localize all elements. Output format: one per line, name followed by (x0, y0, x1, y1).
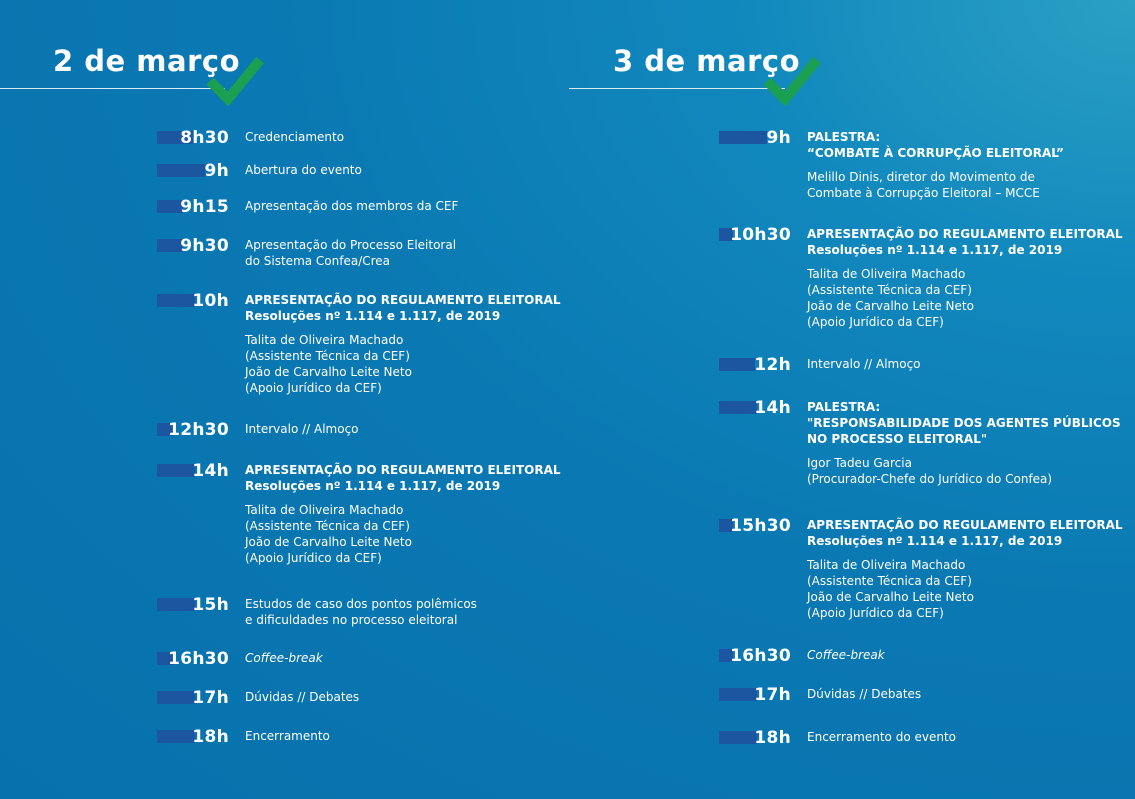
item-text: Talita de Oliveira Machado (245, 503, 404, 517)
item-text: Coffee-break (245, 651, 323, 665)
time-label: 17h (719, 686, 791, 704)
time-label: 9h (719, 129, 791, 147)
item-subheading: "RESPONSABILIDADE DOS AGENTES PÚBLICOS (807, 416, 1121, 430)
item-subheading: Resoluções nº 1.114 e 1.117, de 2019 (807, 243, 1063, 257)
item-text: Credenciamento (245, 130, 345, 144)
time-label: 17h (157, 689, 229, 707)
item-text: Apresentação dos membros da CEF (245, 199, 459, 213)
item-text: Encerramento do evento (807, 730, 957, 744)
item-text: Combate à Corrupção Eleitoral – MCCE (807, 186, 1040, 200)
item-heading: PALESTRA: (807, 130, 881, 144)
item-text: Dúvidas // Debates (807, 687, 922, 701)
item-text: do Sistema Confea/Crea (245, 254, 391, 268)
time-label: 9h30 (157, 237, 229, 255)
time-label: 8h30 (157, 129, 229, 147)
item-text: (Procurador-Chefe do Jurídico do Confea) (807, 472, 1053, 486)
item-text: João de Carvalho Leite Neto (807, 590, 974, 604)
item-text: (Assistente Técnica da CEF) (807, 574, 972, 588)
item-text: João de Carvalho Leite Neto (245, 535, 412, 549)
day2-title-rule (569, 88, 785, 89)
item-heading: APRESENTAÇÃO DO REGULAMENTO ELEITORAL (245, 293, 561, 307)
item-text: Talita de Oliveira Machado (807, 558, 966, 572)
time-label: 14h (157, 462, 229, 480)
time-label: 9h (157, 162, 229, 180)
day1-title: 2 de março (53, 44, 241, 78)
item-text: Igor Tadeu Garcia (807, 456, 912, 470)
item-text: (Assistente Técnica da CEF) (807, 283, 972, 297)
item-text: (Apoio Jurídico da CEF) (245, 551, 382, 565)
time-label: 9h15 (157, 198, 229, 216)
item-text: (Apoio Jurídico da CEF) (245, 381, 382, 395)
time-label: 15h (157, 596, 229, 614)
item-text: Abertura do evento (245, 163, 362, 177)
item-subheading: “COMBATE À CORRUPÇÃO ELEITORAL” (807, 146, 1064, 160)
item-text: Melillo Dinis, diretor do Movimento de (807, 170, 1035, 184)
item-subheading: Resoluções nº 1.114 e 1.117, de 2019 (245, 309, 501, 323)
item-text: Intervalo // Almoço (807, 357, 921, 371)
item-heading: APRESENTAÇÃO DO REGULAMENTO ELEITORAL (807, 227, 1123, 241)
item-text: Talita de Oliveira Machado (807, 267, 966, 281)
item-text: (Apoio Jurídico da CEF) (807, 315, 944, 329)
time-label: 16h30 (719, 647, 791, 665)
item-text: Encerramento (245, 729, 330, 743)
checkmark-icon (763, 54, 821, 106)
day2-title: 3 de março (613, 44, 801, 78)
item-heading: PALESTRA: (807, 400, 881, 414)
item-text: Coffee-break (807, 648, 885, 662)
time-label: 15h30 (719, 517, 791, 535)
item-text: Estudos de caso dos pontos polêmicos (245, 597, 477, 611)
item-subheading: Resoluções nº 1.114 e 1.117, de 2019 (807, 534, 1063, 548)
time-label: 10h30 (719, 226, 791, 244)
time-label: 18h (719, 729, 791, 747)
item-text: Apresentação do Processo Eleitoral (245, 238, 457, 252)
item-text: (Apoio Jurídico da CEF) (807, 606, 944, 620)
time-label: 14h (719, 399, 791, 417)
item-subheading: Resoluções nº 1.114 e 1.117, de 2019 (245, 479, 501, 493)
item-subheading: NO PROCESSO ELEITORAL" (807, 432, 988, 446)
item-text: Intervalo // Almoço (245, 422, 359, 436)
item-text: Talita de Oliveira Machado (245, 333, 404, 347)
day1-title-rule (0, 88, 225, 89)
item-heading: APRESENTAÇÃO DO REGULAMENTO ELEITORAL (245, 463, 561, 477)
item-text: Dúvidas // Debates (245, 690, 360, 704)
time-label: 12h30 (157, 421, 229, 439)
item-text: (Assistente Técnica da CEF) (245, 519, 410, 533)
time-label: 18h (157, 728, 229, 746)
time-label: 16h30 (157, 650, 229, 668)
item-text: João de Carvalho Leite Neto (807, 299, 974, 313)
item-heading: APRESENTAÇÃO DO REGULAMENTO ELEITORAL (807, 518, 1123, 532)
item-text: João de Carvalho Leite Neto (245, 365, 412, 379)
time-label: 12h (719, 356, 791, 374)
item-text: (Assistente Técnica da CEF) (245, 349, 410, 363)
item-text: e dificuldades no processo eleitoral (245, 613, 458, 627)
time-label: 10h (157, 292, 229, 310)
checkmark-icon (206, 54, 264, 106)
